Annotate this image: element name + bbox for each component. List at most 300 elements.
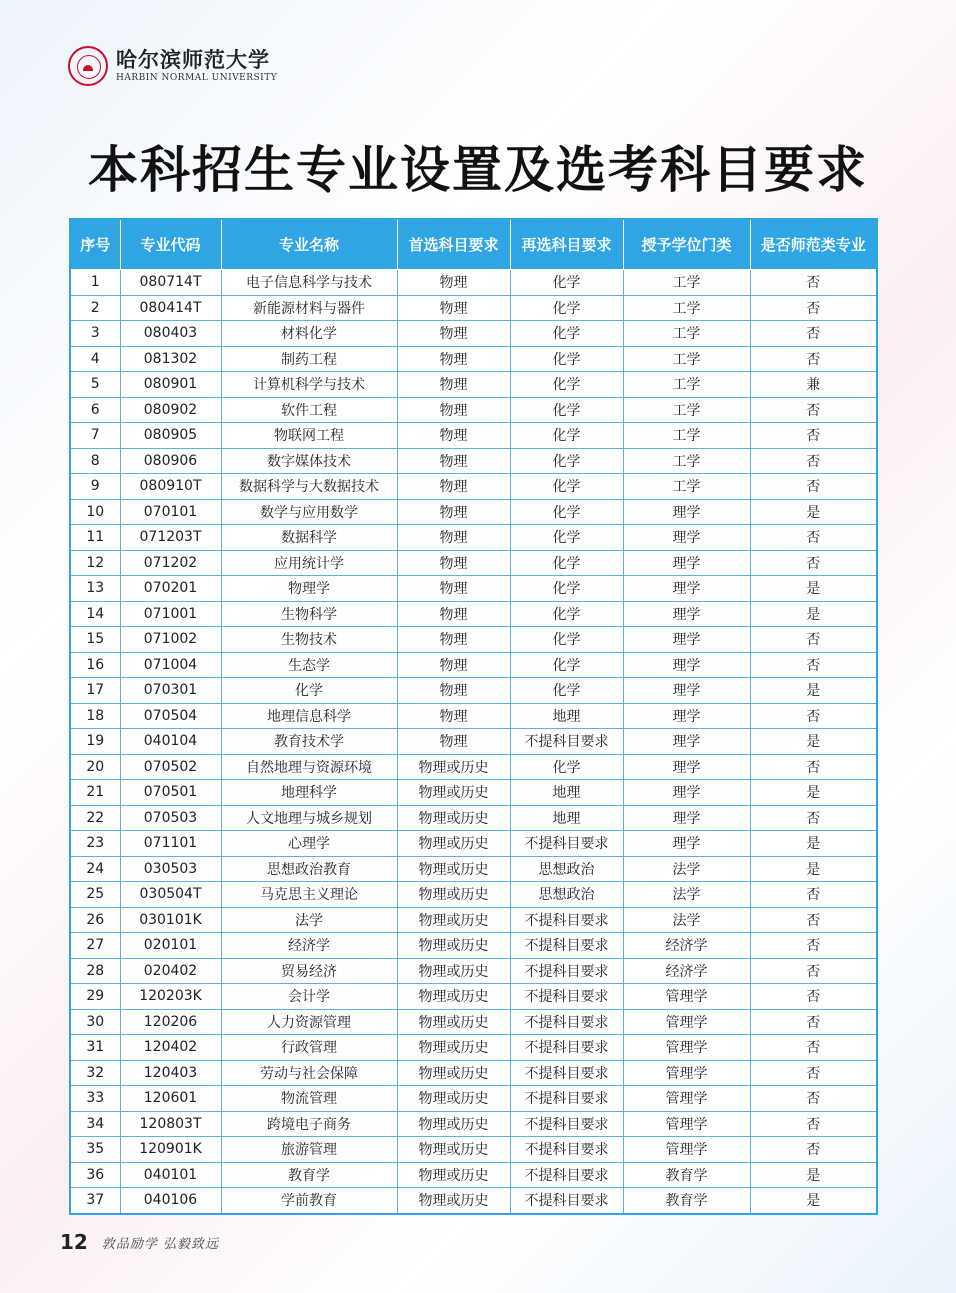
- cell-name: 数字媒体技术: [221, 448, 397, 474]
- cell-normal: 否: [750, 474, 877, 500]
- table-row: [70, 499, 877, 525]
- cell-first-subject: 物理: [397, 576, 510, 602]
- cell-name: 跨境电子商务: [221, 1111, 397, 1137]
- cell-first-subject: 物理: [397, 397, 510, 423]
- table-row: [70, 933, 877, 959]
- cell-name: 会计学: [221, 984, 397, 1010]
- cell-second-subject: 不提科目要求: [510, 1060, 623, 1086]
- cell-normal: 是: [750, 1162, 877, 1188]
- table-row: [70, 958, 877, 984]
- cell-normal: 否: [750, 295, 877, 321]
- cell-degree: 管理学: [623, 1111, 750, 1137]
- cell-index: 32: [70, 1060, 120, 1086]
- cell-normal: 否: [750, 984, 877, 1010]
- cell-name: 制药工程: [221, 346, 397, 372]
- cell-second-subject: 不提科目要求: [510, 907, 623, 933]
- cell-normal: 是: [750, 1188, 877, 1214]
- table-row: [70, 678, 877, 704]
- cell-degree: 法学: [623, 856, 750, 882]
- table-row: [70, 550, 877, 576]
- cell-first-subject: 物理或历史: [397, 933, 510, 959]
- cell-first-subject: 物理: [397, 601, 510, 627]
- cell-code: 120901K: [120, 1137, 221, 1163]
- cell-first-subject: 物理或历史: [397, 1137, 510, 1163]
- cell-normal: 否: [750, 933, 877, 959]
- table-row: [70, 346, 877, 372]
- cell-index: 13: [70, 576, 120, 602]
- cell-index: 21: [70, 780, 120, 806]
- cell-index: 23: [70, 831, 120, 857]
- cell-degree: 理学: [623, 780, 750, 806]
- cell-first-subject: 物理或历史: [397, 882, 510, 908]
- header-code: 专业代码: [120, 219, 221, 270]
- cell-name: 教育技术学: [221, 729, 397, 755]
- cell-degree: 工学: [623, 397, 750, 423]
- cell-index: 31: [70, 1035, 120, 1061]
- cell-second-subject: 化学: [510, 525, 623, 551]
- cell-normal: 否: [750, 1086, 877, 1112]
- cell-first-subject: 物理或历史: [397, 1188, 510, 1214]
- cell-degree: 管理学: [623, 1060, 750, 1086]
- cell-index: 19: [70, 729, 120, 755]
- university-logo: [68, 44, 277, 88]
- cell-first-subject: 物理: [397, 346, 510, 372]
- cell-degree: 理学: [623, 627, 750, 653]
- cell-index: 28: [70, 958, 120, 984]
- table-row: [70, 1188, 877, 1214]
- cell-normal: 否: [750, 754, 877, 780]
- cell-index: 7: [70, 423, 120, 449]
- cell-first-subject: 物理: [397, 270, 510, 296]
- cell-index: 5: [70, 372, 120, 398]
- cell-normal: 否: [750, 1009, 877, 1035]
- table-row: [70, 295, 877, 321]
- footer: [60, 1230, 219, 1254]
- cell-name: 劳动与社会保障: [221, 1060, 397, 1086]
- cell-index: 20: [70, 754, 120, 780]
- cell-second-subject: 化学: [510, 499, 623, 525]
- cell-first-subject: 物理或历史: [397, 984, 510, 1010]
- cell-code: 070301: [120, 678, 221, 704]
- cell-degree: 理学: [623, 805, 750, 831]
- cell-code: 120402: [120, 1035, 221, 1061]
- cell-second-subject: 思想政治: [510, 856, 623, 882]
- cell-code: 080910T: [120, 474, 221, 500]
- table-row: [70, 627, 877, 653]
- cell-degree: 工学: [623, 423, 750, 449]
- cell-degree: 管理学: [623, 984, 750, 1010]
- cell-second-subject: 不提科目要求: [510, 729, 623, 755]
- cell-index: 17: [70, 678, 120, 704]
- cell-name: 人文地理与城乡规划: [221, 805, 397, 831]
- cell-code: 071001: [120, 601, 221, 627]
- cell-second-subject: 不提科目要求: [510, 958, 623, 984]
- table-row: [70, 448, 877, 474]
- cell-code: 081302: [120, 346, 221, 372]
- cell-first-subject: 物理: [397, 423, 510, 449]
- cell-degree: 工学: [623, 321, 750, 347]
- cell-index: 2: [70, 295, 120, 321]
- cell-normal: 是: [750, 831, 877, 857]
- cell-normal: 否: [750, 270, 877, 296]
- table-row: [70, 321, 877, 347]
- cell-code: 070501: [120, 780, 221, 806]
- cell-name: 计算机科学与技术: [221, 372, 397, 398]
- cell-code: 070101: [120, 499, 221, 525]
- cell-index: 37: [70, 1188, 120, 1214]
- cell-name: 经济学: [221, 933, 397, 959]
- cell-code: 070504: [120, 703, 221, 729]
- cell-name: 物流管理: [221, 1086, 397, 1112]
- cell-code: 071002: [120, 627, 221, 653]
- cell-second-subject: 地理: [510, 703, 623, 729]
- cell-first-subject: 物理或历史: [397, 1111, 510, 1137]
- cell-first-subject: 物理或历史: [397, 856, 510, 882]
- cell-normal: 否: [750, 1035, 877, 1061]
- table-row: [70, 1111, 877, 1137]
- cell-degree: 教育学: [623, 1162, 750, 1188]
- cell-name: 心理学: [221, 831, 397, 857]
- cell-name: 行政管理: [221, 1035, 397, 1061]
- table-row: [70, 984, 877, 1010]
- motto: 敦品励学 弘毅致远: [101, 1236, 219, 1252]
- cell-normal: 否: [750, 550, 877, 576]
- cell-degree: 理学: [623, 525, 750, 551]
- cell-second-subject: 不提科目要求: [510, 1111, 623, 1137]
- cell-degree: 理学: [623, 703, 750, 729]
- cell-second-subject: 地理: [510, 780, 623, 806]
- cell-degree: 理学: [623, 831, 750, 857]
- cell-code: 120403: [120, 1060, 221, 1086]
- cell-code: 080414T: [120, 295, 221, 321]
- cell-second-subject: 化学: [510, 550, 623, 576]
- cell-normal: 兼: [750, 372, 877, 398]
- cell-first-subject: 物理或历史: [397, 805, 510, 831]
- cell-code: 071004: [120, 652, 221, 678]
- table-row: [70, 1009, 877, 1035]
- header-second-subject: 再选科目要求: [510, 219, 623, 270]
- cell-degree: 管理学: [623, 1137, 750, 1163]
- cell-first-subject: 物理: [397, 550, 510, 576]
- cell-index: 6: [70, 397, 120, 423]
- cell-first-subject: 物理: [397, 499, 510, 525]
- cell-second-subject: 化学: [510, 678, 623, 704]
- cell-code: 070503: [120, 805, 221, 831]
- cell-name: 生态学: [221, 652, 397, 678]
- cell-index: 1: [70, 270, 120, 296]
- table-row: [70, 856, 877, 882]
- cell-index: 3: [70, 321, 120, 347]
- table-row: [70, 1035, 877, 1061]
- table-row: [70, 372, 877, 398]
- cell-index: 35: [70, 1137, 120, 1163]
- cell-code: 120803T: [120, 1111, 221, 1137]
- cell-second-subject: 不提科目要求: [510, 1188, 623, 1214]
- cell-name: 人力资源管理: [221, 1009, 397, 1035]
- cell-second-subject: 不提科目要求: [510, 984, 623, 1010]
- cell-name: 物理学: [221, 576, 397, 602]
- cell-normal: 是: [750, 576, 877, 602]
- cell-degree: 理学: [623, 601, 750, 627]
- cell-code: 070502: [120, 754, 221, 780]
- cell-normal: 否: [750, 1060, 877, 1086]
- cell-code: 040101: [120, 1162, 221, 1188]
- cell-normal: 否: [750, 397, 877, 423]
- table-header-row: [70, 219, 877, 270]
- cell-second-subject: 化学: [510, 652, 623, 678]
- majors-table: [69, 218, 878, 1215]
- cell-code: 040106: [120, 1188, 221, 1214]
- cell-name: 生物技术: [221, 627, 397, 653]
- cell-second-subject: 不提科目要求: [510, 1035, 623, 1061]
- cell-second-subject: 化学: [510, 576, 623, 602]
- cell-second-subject: 化学: [510, 295, 623, 321]
- cell-degree: 管理学: [623, 1086, 750, 1112]
- cell-code: 080902: [120, 397, 221, 423]
- cell-first-subject: 物理: [397, 729, 510, 755]
- cell-second-subject: 化学: [510, 372, 623, 398]
- cell-first-subject: 物理或历史: [397, 1060, 510, 1086]
- cell-degree: 法学: [623, 882, 750, 908]
- table-row: [70, 729, 877, 755]
- header-index: 序号: [70, 219, 120, 270]
- cell-name: 自然地理与资源环境: [221, 754, 397, 780]
- cell-code: 020101: [120, 933, 221, 959]
- cell-degree: 工学: [623, 346, 750, 372]
- cell-first-subject: 物理: [397, 372, 510, 398]
- cell-normal: 是: [750, 780, 877, 806]
- university-seal-icon: [68, 46, 108, 86]
- table-row: [70, 703, 877, 729]
- cell-normal: 否: [750, 907, 877, 933]
- cell-degree: 理学: [623, 678, 750, 704]
- header-name: 专业名称: [221, 219, 397, 270]
- cell-second-subject: 化学: [510, 474, 623, 500]
- cell-code: 071101: [120, 831, 221, 857]
- table-row: [70, 1162, 877, 1188]
- cell-first-subject: 物理或历史: [397, 754, 510, 780]
- cell-second-subject: 不提科目要求: [510, 1009, 623, 1035]
- cell-degree: 理学: [623, 576, 750, 602]
- cell-first-subject: 物理或历史: [397, 1162, 510, 1188]
- cell-first-subject: 物理: [397, 321, 510, 347]
- cell-degree: 工学: [623, 295, 750, 321]
- cell-name: 应用统计学: [221, 550, 397, 576]
- cell-code: 040104: [120, 729, 221, 755]
- table-row: [70, 1086, 877, 1112]
- cell-name: 数据科学: [221, 525, 397, 551]
- cell-name: 数学与应用数学: [221, 499, 397, 525]
- table-row: [70, 882, 877, 908]
- cell-second-subject: 化学: [510, 754, 623, 780]
- table-row: [70, 423, 877, 449]
- cell-code: 120203K: [120, 984, 221, 1010]
- table-row: [70, 601, 877, 627]
- page-title: 本科招生专业设置及选考科目要求: [88, 140, 868, 199]
- cell-code: 120206: [120, 1009, 221, 1035]
- cell-index: 27: [70, 933, 120, 959]
- cell-code: 080403: [120, 321, 221, 347]
- table-row: [70, 754, 877, 780]
- cell-index: 12: [70, 550, 120, 576]
- cell-code: 070201: [120, 576, 221, 602]
- cell-name: 教育学: [221, 1162, 397, 1188]
- table-row: [70, 397, 877, 423]
- cell-normal: 否: [750, 805, 877, 831]
- cell-degree: 理学: [623, 550, 750, 576]
- cell-second-subject: 化学: [510, 346, 623, 372]
- header-degree: 授予学位门类: [623, 219, 750, 270]
- table-row: [70, 1137, 877, 1163]
- cell-second-subject: 思想政治: [510, 882, 623, 908]
- cell-name: 物联网工程: [221, 423, 397, 449]
- cell-normal: 否: [750, 423, 877, 449]
- cell-normal: 是: [750, 499, 877, 525]
- cell-normal: 否: [750, 525, 877, 551]
- cell-code: 120601: [120, 1086, 221, 1112]
- cell-name: 软件工程: [221, 397, 397, 423]
- cell-name: 旅游管理: [221, 1137, 397, 1163]
- cell-degree: 工学: [623, 372, 750, 398]
- cell-second-subject: 不提科目要求: [510, 1086, 623, 1112]
- cell-name: 学前教育: [221, 1188, 397, 1214]
- cell-first-subject: 物理或历史: [397, 1086, 510, 1112]
- cell-name: 贸易经济: [221, 958, 397, 984]
- table-row: [70, 831, 877, 857]
- cell-normal: 否: [750, 958, 877, 984]
- cell-index: 18: [70, 703, 120, 729]
- cell-normal: 否: [750, 652, 877, 678]
- cell-normal: 否: [750, 627, 877, 653]
- cell-first-subject: 物理: [397, 627, 510, 653]
- cell-first-subject: 物理: [397, 474, 510, 500]
- cell-index: 8: [70, 448, 120, 474]
- cell-name: 地理科学: [221, 780, 397, 806]
- cell-name: 电子信息科学与技术: [221, 270, 397, 296]
- cell-second-subject: 化学: [510, 270, 623, 296]
- cell-degree: 理学: [623, 729, 750, 755]
- cell-degree: 理学: [623, 754, 750, 780]
- cell-normal: 否: [750, 882, 877, 908]
- logo-text: [116, 48, 277, 84]
- logo-chinese-name: 哈尔滨师范大学: [116, 47, 270, 72]
- cell-second-subject: 化学: [510, 601, 623, 627]
- table-row: [70, 780, 877, 806]
- cell-name: 生物科学: [221, 601, 397, 627]
- cell-index: 34: [70, 1111, 120, 1137]
- cell-degree: 理学: [623, 499, 750, 525]
- cell-first-subject: 物理: [397, 525, 510, 551]
- cell-degree: 经济学: [623, 958, 750, 984]
- cell-index: 15: [70, 627, 120, 653]
- cell-normal: 否: [750, 1111, 877, 1137]
- table-body: [70, 270, 877, 1214]
- table-row: [70, 805, 877, 831]
- cell-code: 080714T: [120, 270, 221, 296]
- cell-normal: 是: [750, 678, 877, 704]
- logo-english-name: HARBIN NORMAL UNIVERSITY: [116, 73, 278, 83]
- cell-code: 030503: [120, 856, 221, 882]
- table-row: [70, 576, 877, 602]
- cell-normal: 否: [750, 321, 877, 347]
- page-number: 12: [60, 1230, 88, 1254]
- cell-normal: 是: [750, 601, 877, 627]
- cell-code: 020402: [120, 958, 221, 984]
- table-row: [70, 474, 877, 500]
- cell-name: 地理信息科学: [221, 703, 397, 729]
- cell-first-subject: 物理: [397, 295, 510, 321]
- cell-index: 30: [70, 1009, 120, 1035]
- cell-second-subject: 化学: [510, 627, 623, 653]
- cell-normal: 否: [750, 703, 877, 729]
- cell-name: 新能源材料与器件: [221, 295, 397, 321]
- cell-second-subject: 不提科目要求: [510, 1162, 623, 1188]
- cell-code: 030101K: [120, 907, 221, 933]
- cell-degree: 管理学: [623, 1035, 750, 1061]
- cell-index: 9: [70, 474, 120, 500]
- cell-index: 4: [70, 346, 120, 372]
- cell-name: 化学: [221, 678, 397, 704]
- cell-first-subject: 物理或历史: [397, 958, 510, 984]
- cell-degree: 管理学: [623, 1009, 750, 1035]
- cell-normal: 否: [750, 1137, 877, 1163]
- table-row: [70, 525, 877, 551]
- cell-name: 数据科学与大数据技术: [221, 474, 397, 500]
- cell-name: 材料化学: [221, 321, 397, 347]
- cell-index: 36: [70, 1162, 120, 1188]
- cell-degree: 理学: [623, 652, 750, 678]
- cell-degree: 工学: [623, 474, 750, 500]
- cell-index: 10: [70, 499, 120, 525]
- cell-normal: 是: [750, 729, 877, 755]
- cell-name: 法学: [221, 907, 397, 933]
- cell-first-subject: 物理或历史: [397, 1035, 510, 1061]
- cell-code: 080906: [120, 448, 221, 474]
- cell-index: 24: [70, 856, 120, 882]
- cell-first-subject: 物理或历史: [397, 907, 510, 933]
- cell-second-subject: 化学: [510, 448, 623, 474]
- cell-normal: 否: [750, 346, 877, 372]
- cell-code: 071203T: [120, 525, 221, 551]
- cell-first-subject: 物理或历史: [397, 831, 510, 857]
- cell-first-subject: 物理: [397, 703, 510, 729]
- header-normal: 是否师范类专业: [750, 219, 877, 270]
- cell-normal: 否: [750, 448, 877, 474]
- cell-second-subject: 化学: [510, 423, 623, 449]
- cell-degree: 法学: [623, 907, 750, 933]
- cell-degree: 工学: [623, 270, 750, 296]
- cell-second-subject: 化学: [510, 321, 623, 347]
- cell-second-subject: 不提科目要求: [510, 1137, 623, 1163]
- cell-index: 25: [70, 882, 120, 908]
- table-row: [70, 907, 877, 933]
- cell-index: 29: [70, 984, 120, 1010]
- cell-first-subject: 物理或历史: [397, 1009, 510, 1035]
- cell-code: 080905: [120, 423, 221, 449]
- cell-first-subject: 物理: [397, 678, 510, 704]
- cell-index: 22: [70, 805, 120, 831]
- cell-name: 马克思主义理论: [221, 882, 397, 908]
- cell-index: 33: [70, 1086, 120, 1112]
- cell-degree: 教育学: [623, 1188, 750, 1214]
- cell-index: 14: [70, 601, 120, 627]
- cell-index: 16: [70, 652, 120, 678]
- table-row: [70, 270, 877, 296]
- cell-code: 071202: [120, 550, 221, 576]
- cell-second-subject: 地理: [510, 805, 623, 831]
- cell-name: 思想政治教育: [221, 856, 397, 882]
- table-row: [70, 652, 877, 678]
